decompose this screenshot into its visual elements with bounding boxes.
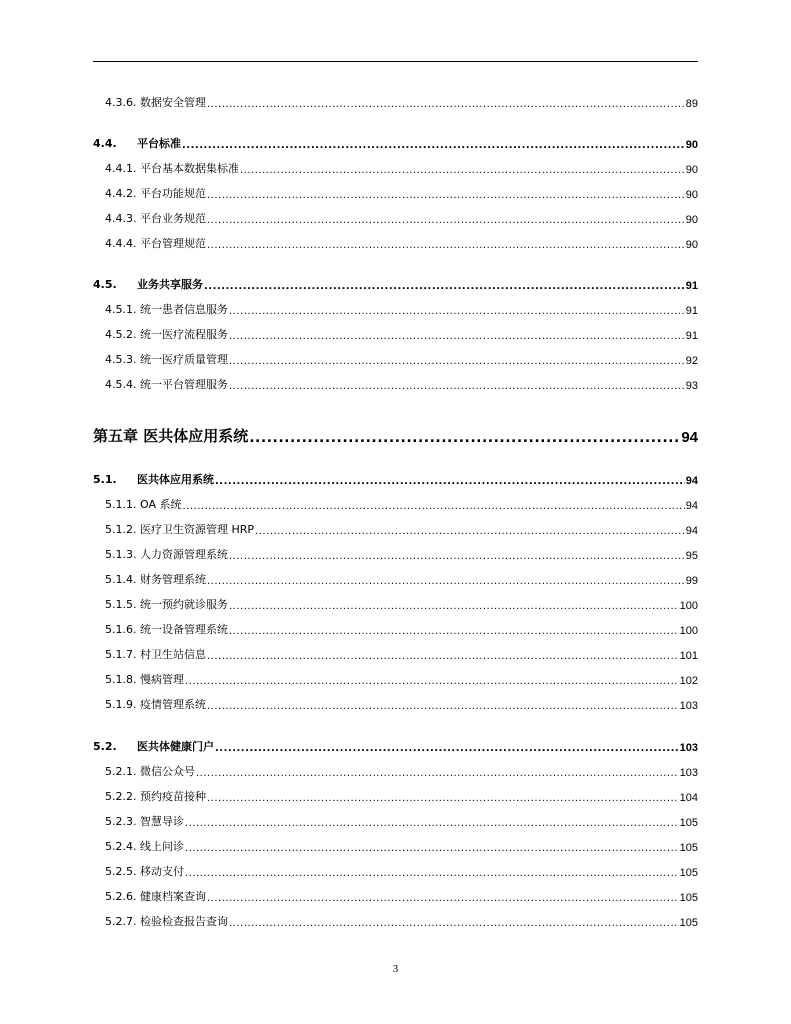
toc-number: 5.2.3. — [105, 815, 137, 828]
toc-page: 103 — [679, 742, 698, 754]
dot-leader — [229, 601, 679, 612]
toc-page: 101 — [679, 650, 698, 662]
dot-leader — [207, 215, 685, 226]
dot-leader — [207, 793, 679, 804]
toc-entry-5-2-3[interactable] — [93, 811, 698, 829]
toc-title: 健康档案查询 — [140, 890, 206, 903]
dot-leader — [185, 868, 679, 879]
toc-title: 疫情管理系统 — [140, 698, 206, 711]
toc-page: 104 — [679, 792, 698, 804]
dot-leader — [204, 281, 685, 292]
toc-number: 5.1.9. — [105, 698, 137, 711]
toc-title: 平台标准 — [137, 137, 181, 150]
toc-title: 业务共享服务 — [137, 278, 203, 291]
toc-page: 90 — [685, 189, 698, 201]
dot-leader — [255, 526, 685, 537]
toc-page: 93 — [685, 380, 698, 392]
toc-section-5-1[interactable] — [93, 469, 698, 487]
toc-page: 105 — [679, 917, 698, 929]
toc-number: 4.4.3. — [105, 212, 137, 225]
header-rule — [93, 61, 698, 62]
toc-title: 财务管理系统 — [140, 573, 206, 586]
toc-page: 95 — [685, 550, 698, 562]
toc-title: 智慧导诊 — [140, 815, 184, 828]
toc-page: 105 — [679, 842, 698, 854]
toc-title: 线上问诊 — [140, 840, 184, 853]
toc-section-5-2[interactable] — [93, 736, 698, 754]
toc-title: 慢病管理 — [140, 673, 184, 686]
dot-leader — [207, 99, 685, 110]
toc-page: 91 — [685, 330, 698, 342]
toc-number: 5.1. — [93, 473, 117, 486]
toc-number: 5.2.5. — [105, 865, 137, 878]
toc-entry-4-5-3[interactable] — [93, 349, 698, 367]
toc-entry-5-1-3[interactable] — [93, 544, 698, 562]
toc-page: 89 — [685, 98, 698, 110]
toc-page: 90 — [685, 164, 698, 176]
toc-number: 5.1.7. — [105, 648, 137, 661]
toc-entry-4-4-4[interactable] — [93, 233, 698, 251]
toc-entry-5-1-7[interactable] — [93, 644, 698, 662]
dot-leader — [229, 551, 685, 562]
dot-leader — [207, 701, 679, 712]
toc-title: 医共体应用系统 — [137, 473, 214, 486]
toc-title: 移动支付 — [140, 865, 184, 878]
toc-entry-4-5-1[interactable] — [93, 299, 698, 317]
toc-title: 平台业务规范 — [140, 212, 206, 225]
toc-title: 微信公众号 — [140, 765, 195, 778]
dot-leader — [182, 140, 685, 151]
toc-entry-5-2-1[interactable] — [93, 761, 698, 779]
toc-title: 数据安全管理 — [140, 96, 206, 109]
toc-entry-5-1-1[interactable] — [93, 494, 698, 512]
toc-entry-4-4-3[interactable] — [93, 208, 698, 226]
toc-number: 5.1.2. — [105, 523, 137, 536]
toc-title: 统一平台管理服务 — [140, 378, 228, 391]
dot-leader — [229, 356, 685, 367]
toc-entry-4-4-1[interactable] — [93, 158, 698, 176]
toc-title: 医共体健康门户 — [137, 740, 214, 753]
dot-leader — [215, 743, 679, 754]
toc-entry-4-4-2[interactable] — [93, 183, 698, 201]
toc-title: 统一设备管理系统 — [140, 623, 228, 636]
toc-number: 5.1.5. — [105, 598, 137, 611]
toc-entry-5-1-2[interactable] — [93, 519, 698, 537]
dot-leader — [229, 306, 685, 317]
toc-title: 检验检查报告查询 — [140, 915, 228, 928]
toc-page: 94 — [685, 475, 698, 487]
toc-page: 100 — [679, 600, 698, 612]
toc-title: 统一预约就诊服务 — [140, 598, 228, 611]
dot-leader — [249, 430, 680, 446]
toc-page: 91 — [685, 305, 698, 317]
toc-page: 94 — [685, 500, 698, 512]
toc-title: 统一医疗流程服务 — [140, 328, 228, 341]
toc-title: 医疗卫生资源管理 HRP — [140, 523, 255, 536]
dot-leader — [229, 626, 679, 637]
toc-page: 105 — [679, 817, 698, 829]
toc-page: 90 — [685, 239, 698, 251]
toc-entry-4-3-6[interactable] — [93, 92, 698, 110]
toc-page: 94 — [685, 525, 698, 537]
toc-number: 5.2.4. — [105, 840, 137, 853]
toc-number: 4.4.4. — [105, 237, 137, 250]
toc-number: 5.1.8. — [105, 673, 137, 686]
toc-page: 103 — [679, 700, 698, 712]
toc-title: 平台基本数据集标准 — [140, 162, 239, 175]
toc-section-4-4[interactable] — [93, 133, 698, 151]
toc-page: 92 — [685, 355, 698, 367]
toc-entry-5-1-8[interactable] — [93, 669, 698, 687]
toc-number: 5.2.6. — [105, 890, 137, 903]
dot-leader — [185, 843, 679, 854]
toc-number: 5.2.2. — [105, 790, 137, 803]
dot-leader — [240, 165, 685, 176]
toc-section-4-5[interactable] — [93, 274, 698, 292]
toc-number: 5.1.6. — [105, 623, 137, 636]
toc-number: 4.3.6. — [105, 96, 137, 109]
toc-entry-5-2-4[interactable] — [93, 836, 698, 854]
toc-number: 5.2.7. — [105, 915, 137, 928]
toc-entry-4-5-4[interactable] — [93, 374, 698, 392]
toc-page: 90 — [685, 214, 698, 226]
toc-number: 4.5.2. — [105, 328, 137, 341]
toc-entry-5-2-7[interactable] — [93, 911, 698, 929]
toc-number: 4.5.3. — [105, 353, 137, 366]
toc-page: 105 — [679, 892, 698, 904]
dot-leader — [196, 768, 679, 779]
toc-number: 4.4.2. — [105, 187, 137, 200]
toc-entry-5-1-4[interactable] — [93, 569, 698, 587]
toc-title: 预约疫苗接种 — [140, 790, 206, 803]
toc-title: 平台管理规范 — [140, 237, 206, 250]
toc-entry-5-1-6[interactable] — [93, 619, 698, 637]
dot-leader — [207, 893, 679, 904]
toc-title: OA 系统 — [140, 498, 182, 511]
toc-title: 统一患者信息服务 — [140, 303, 228, 316]
toc-entry-5-2-5[interactable] — [93, 861, 698, 879]
toc-number: 5.1.3. — [105, 548, 137, 561]
dot-leader — [185, 818, 679, 829]
toc-number: 5.2. — [93, 740, 117, 753]
toc-number: 4.5.1. — [105, 303, 137, 316]
toc-page: 99 — [685, 575, 698, 587]
toc-number: 4.5.4. — [105, 378, 137, 391]
dot-leader — [207, 190, 685, 201]
toc-title: 统一医疗质量管理 — [140, 353, 228, 366]
toc-entry-4-5-2[interactable] — [93, 324, 698, 342]
toc-page: 105 — [679, 867, 698, 879]
toc-page: 94 — [681, 429, 698, 446]
page-number: 3 — [392, 963, 399, 975]
toc-page: 100 — [679, 625, 698, 637]
toc-number: 5.2.1. — [105, 765, 137, 778]
dot-leader — [207, 240, 685, 251]
dot-leader — [215, 476, 685, 487]
toc-title: 人力资源管理系统 — [140, 548, 228, 561]
toc-entry-5-1-5[interactable] — [93, 594, 698, 612]
dot-leader — [183, 501, 685, 512]
toc-number: 4.4.1. — [105, 162, 137, 175]
dot-leader — [229, 381, 685, 392]
toc-title: 第五章 医共体应用系统 — [93, 427, 249, 445]
dot-leader — [185, 676, 679, 687]
dot-leader — [207, 651, 679, 662]
toc-number: 4.4. — [93, 137, 117, 150]
toc-number: 5.1.1. — [105, 498, 137, 511]
toc-page: 90 — [685, 139, 698, 151]
dot-leader — [207, 576, 685, 587]
toc-page: 102 — [679, 675, 698, 687]
toc-entry-5-2-6[interactable] — [93, 886, 698, 904]
toc-entry-5-1-9[interactable] — [93, 694, 698, 712]
toc-entry-5-2-2[interactable] — [93, 786, 698, 804]
toc-title: 村卫生站信息 — [140, 648, 206, 661]
toc-page: 91 — [685, 280, 698, 292]
toc-page: 103 — [679, 767, 698, 779]
toc-chapter-5[interactable] — [93, 424, 698, 446]
dot-leader — [229, 918, 679, 929]
dot-leader — [229, 331, 685, 342]
toc-number: 4.5. — [93, 278, 117, 291]
toc-title: 平台功能规范 — [140, 187, 206, 200]
toc-number: 5.1.4. — [105, 573, 137, 586]
